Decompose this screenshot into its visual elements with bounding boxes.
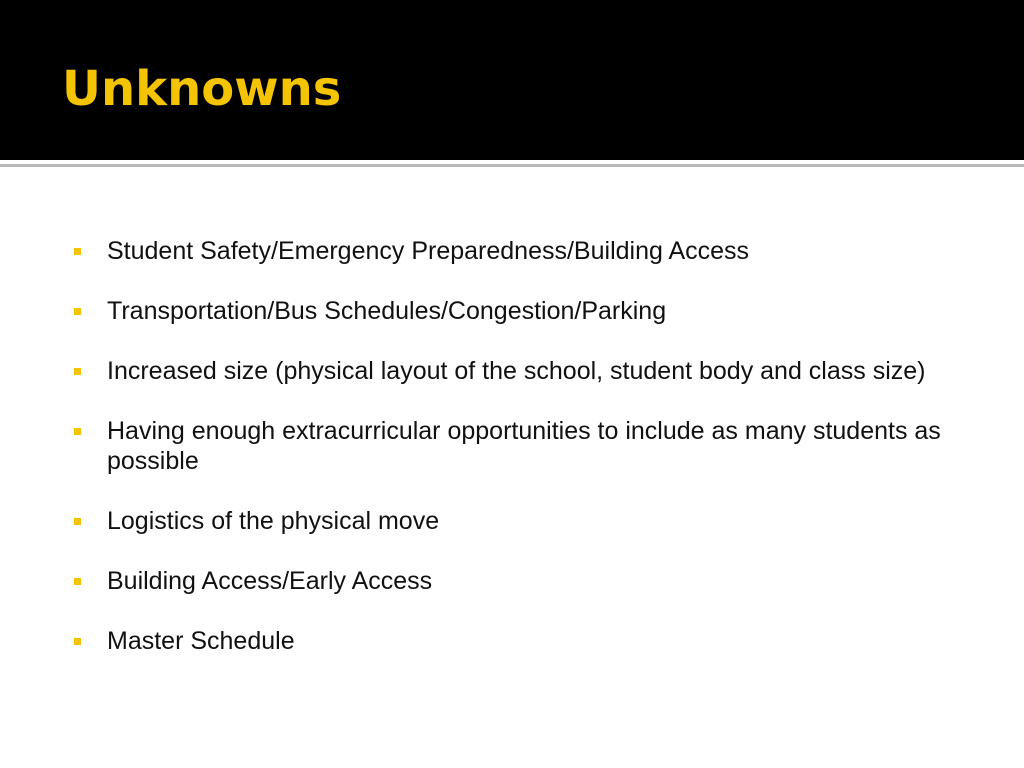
slide-title: Unknowns xyxy=(62,61,342,117)
square-bullet-icon xyxy=(74,248,81,255)
square-bullet-icon xyxy=(74,368,81,375)
bullet-text: Having enough extracurricular opportunities to include as many students as possible xyxy=(107,417,941,475)
bullet-text: Building Access/Early Access xyxy=(107,567,433,595)
bullet-item xyxy=(74,296,954,326)
square-bullet-icon xyxy=(74,578,81,585)
square-bullet-icon xyxy=(74,518,81,525)
bullet-text: Student Safety/Emergency Preparedness/Building Access xyxy=(107,237,750,265)
bullet-item xyxy=(74,506,954,536)
bullet-text: Logistics of the physical move xyxy=(107,507,440,535)
title-bar xyxy=(0,0,1024,160)
bullet-item xyxy=(74,416,954,476)
bullet-text: Transportation/Bus Schedules/Congestion/Parking xyxy=(107,297,667,325)
bullet-item xyxy=(74,356,954,386)
square-bullet-icon xyxy=(74,638,81,645)
bullet-item xyxy=(74,236,954,266)
bullet-item xyxy=(74,566,954,596)
bullet-item xyxy=(74,626,954,656)
bullet-list xyxy=(74,236,954,686)
bullet-text: Increased size (physical layout of the school, student body and class size) xyxy=(107,357,926,385)
square-bullet-icon xyxy=(74,428,81,435)
title-separator-rule xyxy=(0,164,1024,167)
square-bullet-icon xyxy=(74,308,81,315)
bullet-text: Master Schedule xyxy=(107,627,295,655)
